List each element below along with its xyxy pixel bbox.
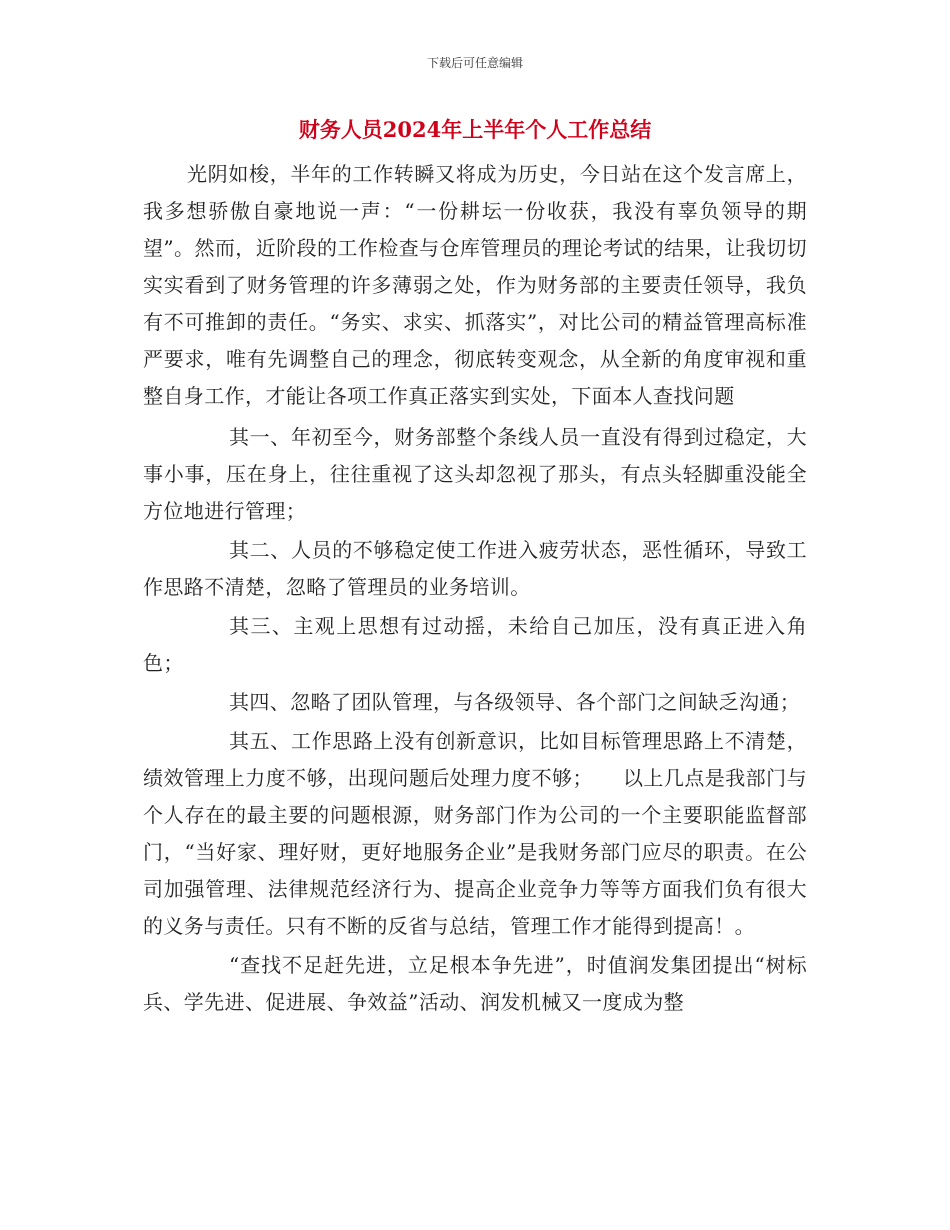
page-header-note: 下载后可任意编辑: [426, 56, 523, 70]
paragraph-issue-1: 其一、年初至今，财务部整个条线人员一直没有得到过稳定，大事小事，压在身上，往往重视了这头却忽视了那头，有点头轻脚重没能全方位地进行管理；: [143, 425, 807, 523]
paragraph-closing: “查找不足赶先进，立足根本争先进”，时值润发集团提出“树标兵、学先进、促进展、争效益”活动、润发机械又一度成为整: [143, 953, 807, 1014]
document-title: 财务人员2024年上半年个人工作总结: [298, 117, 652, 142]
paragraph-issue-5: [143, 723, 807, 945]
issue-5-text: 其五、工作思路上没有创新意识，比如目标管理思路上不清楚，绩效管理上力度不够，出现问题后处理力度不够；: [143, 729, 807, 790]
paragraph-intro: 光阴如梭，半年的工作转瞬又将成为历史，今日站在这个发言席上，我多想骄傲自豪地说一声：“一份耕坛一份收获，我没有辜负领导的期望”。然而，近阶段的工作检查与仓库管理员的理论考试的结果，让我切切实实看到了财务管理的许多薄弱之处，作为财务部的主要责任领导，我负有不可推卸的责任。“务实、求实、抓落实”，对比公司的精益管理高标准严要求，唯有先调整自己的理念，彻底转变观念，从全新的角度审视和重整自身工作，才能让各项工作真正落实到实处，下面本人查找问题: [143, 162, 807, 408]
document-body: [143, 156, 807, 1024]
paragraph-issue-2: 其二、人员的不够稳定使工作进入疲劳状态，恶性循环，导致工作思路不清楚，忽略了管理员的业务培训。: [143, 538, 807, 599]
paragraph-issue-3: 其三、主观上思想有过动摇，未给自己加压，没有真正进入角色；: [143, 614, 807, 675]
summary-text: 以上几点是我部门与个人存在的最主要的问题根源，财务部门作为公司的一个主要职能监督部门，“当好家、理好财，更好地服务企业”是我财务部门应尽的职责。在公司加强管理、法律规范经济行为、提高企业竞争力等等方面我们负有很大的义务与责任。只有不断的反省与总结，管理工作才能得到提高！。: [143, 766, 807, 938]
paragraph-issue-4: 其四、忽略了团队管理，与各级领导、各个部门之间缺乏沟通；: [229, 690, 801, 714]
